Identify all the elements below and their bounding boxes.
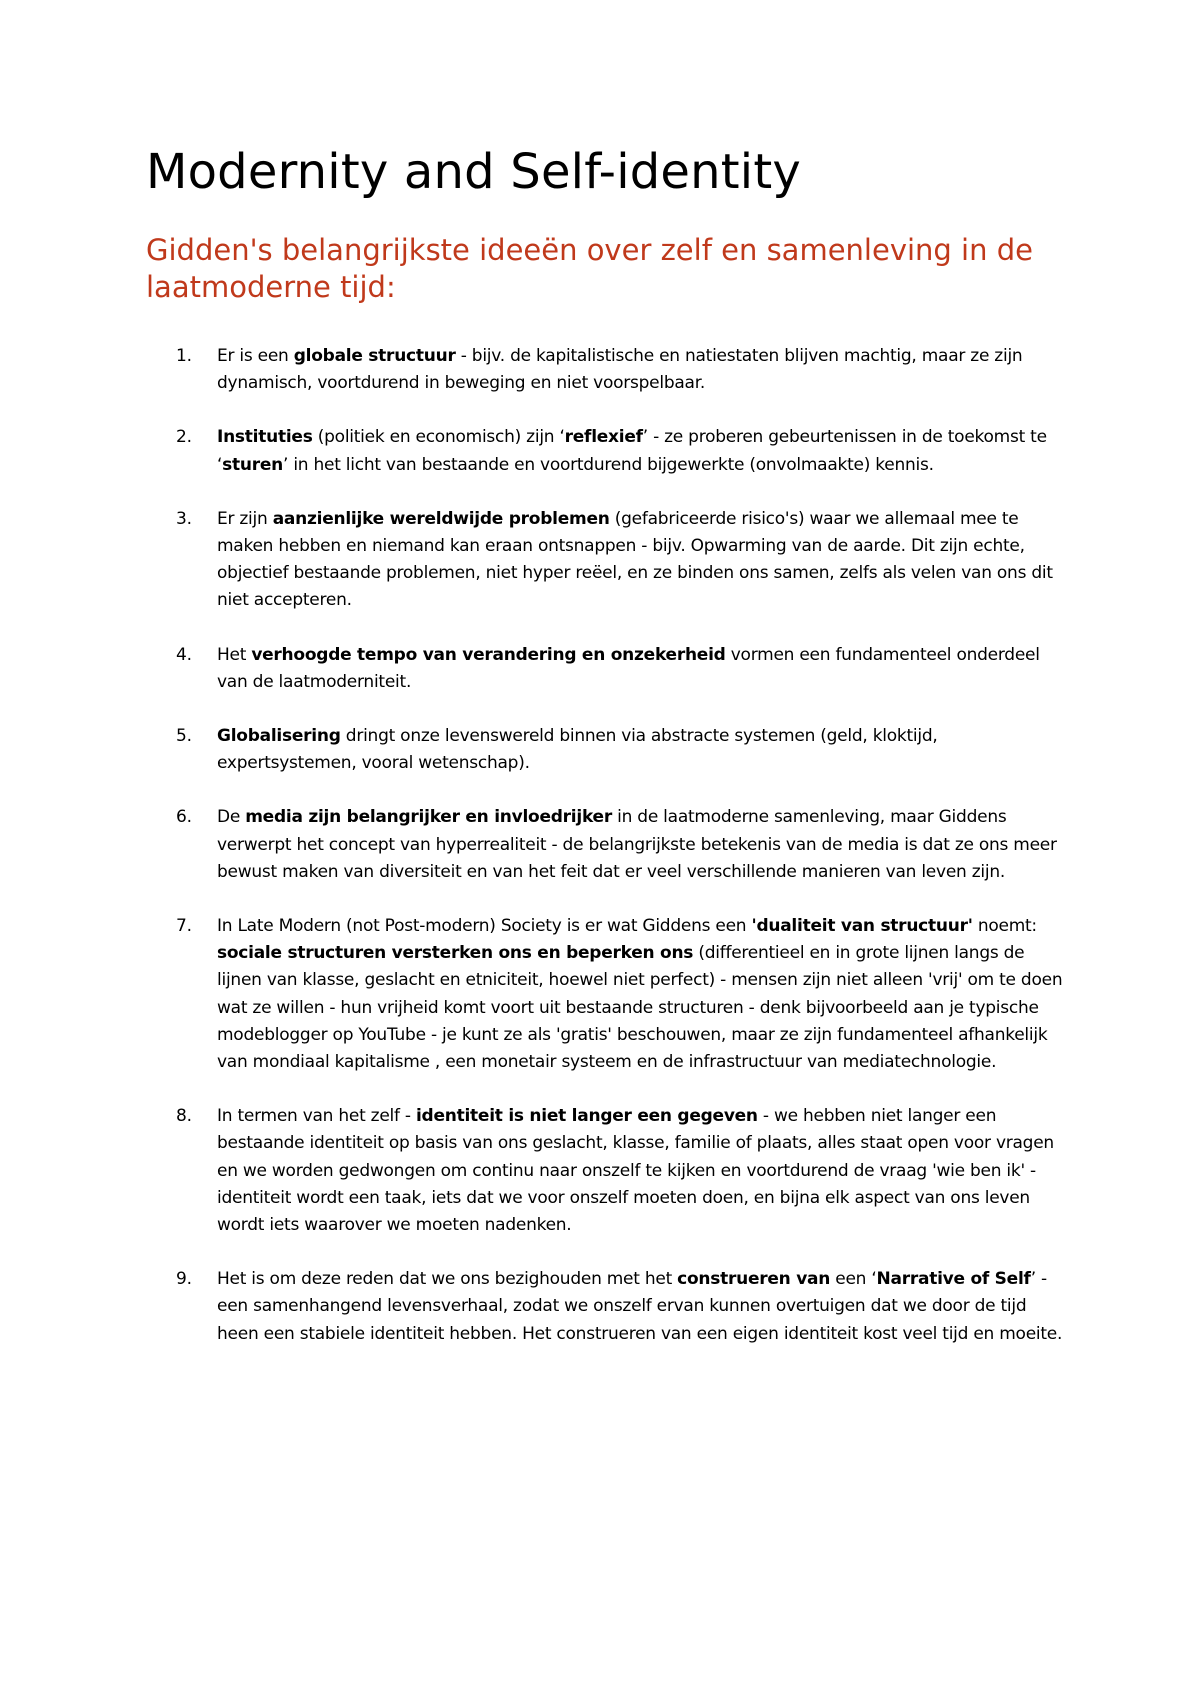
- bold-phrase: verhoogde tempo van verandering en onzekerheid: [251, 644, 726, 665]
- list-item-text: [217, 424, 1066, 478]
- text-run: ’ - een samenhangend levensverhaal, zodat we onszelf ervan kunnen overtuigen dat we door de tijd heen een stabiele identiteit hebben. Het construeren van een eigen identiteit kost veel tijd en moeite.: [217, 1269, 1063, 1344]
- list-item-text: [217, 1103, 1066, 1239]
- list-item-number: 6.: [176, 807, 192, 828]
- list-item-number: 8.: [176, 1106, 192, 1127]
- list-item-text: [217, 804, 1066, 886]
- document-title: Modernity and Self-identity: [146, 144, 801, 200]
- list-item: [146, 343, 1066, 397]
- list-item: [146, 1103, 1066, 1239]
- bold-phrase: sturen: [222, 454, 284, 475]
- text-run: - bijv. de kapitalistische en natiestaten blijven machtig, maar ze zijn dynamisch, voortdurend in beweging en niet voorspelbaar.: [217, 346, 1023, 394]
- list-item: [146, 804, 1066, 886]
- text-run: (differentieel en in grote lijnen langs de lijnen van klasse, geslacht en etniciteit, hoewel niet perfect) - mensen zijn niet alleen 'vrij' om te doen wat ze willen - hun vrijheid komt voort uit bestaande structuren - denk bijvoorbeeld aan je typische modeblogger op YouTube - je kunt ze als 'gratis' beschouwen, maar ze zijn fundamenteel afhankelijk van mondiaal kapitalisme , een monetair systeem en de infrastructuur van mediatechnologie.: [217, 943, 1063, 1073]
- bold-phrase: aanzienlijke wereldwijde problemen: [272, 508, 610, 529]
- list-item-text: [217, 723, 1066, 777]
- list-item-number: 5.: [176, 726, 192, 747]
- text-run: in de laatmoderne samenleving, maar Giddens verwerpt het concept van hyperrealiteit - de belangrijkste betekenis van de media is dat ze ons meer bewust maken van diversiteit en van het feit dat er veel verschillende manieren van leven zijn.: [217, 807, 1057, 882]
- text-run: Het: [217, 644, 252, 665]
- bold-phrase: reflexief: [564, 427, 643, 448]
- bold-phrase: identiteit is niet langer een gegeven: [415, 1106, 758, 1127]
- list-item: [146, 1266, 1066, 1348]
- text-run: vormen een fundamenteel onderdeel van de laatmoderniteit.: [217, 644, 1040, 692]
- bold-phrase: Narrative of Self: [876, 1269, 1031, 1290]
- text-run: Het is om deze reden dat we ons bezighouden met het: [217, 1269, 678, 1290]
- document-subtitle: Gidden's belangrijkste ideeën over zelf en samenleving in de laatmoderne tijd:: [146, 233, 1033, 304]
- list-item-number: 9.: [176, 1269, 192, 1290]
- text-run: In Late Modern (not Post-modern) Society is er wat Giddens een: [217, 916, 752, 937]
- list-item-text: [217, 1266, 1066, 1348]
- list-item-text: [217, 642, 1066, 696]
- list-item-number: 2.: [176, 427, 192, 448]
- bold-phrase: media zijn belangrijker en invloedrijker: [245, 807, 612, 828]
- text-run: noemt:: [972, 916, 1037, 937]
- list-item-number: 1.: [176, 346, 192, 366]
- bold-phrase: sociale structuren versterken ons en beperken ons: [217, 943, 694, 964]
- list-item-text: [217, 913, 1066, 1076]
- bold-phrase: Globalisering: [217, 726, 341, 747]
- list-item-text: [217, 506, 1066, 615]
- text-run: dringt onze levenswereld binnen via abstracte systemen (geld, kloktijd, expertsystemen, vooral wetenschap).: [217, 726, 938, 774]
- bold-phrase: globale structuur: [293, 346, 456, 366]
- list-item: [146, 642, 1066, 696]
- bold-phrase: 'dualiteit van structuur': [751, 916, 973, 937]
- text-run: Er is een: [217, 346, 294, 366]
- list-item: [146, 506, 1066, 615]
- list-item-number: 3.: [176, 508, 192, 529]
- bold-phrase: Instituties: [217, 427, 313, 448]
- text-run: (gefabriceerde risico's) waar we allemaal mee te maken hebben en niemand kan eraan ontsnappen - bijv. Opwarming van de aarde. Dit zijn echte, objectief bestaande problemen, niet hyper reëel, en ze binden ons samen, zelfs als velen van ons dit niet accepteren.: [217, 508, 1053, 611]
- text-run: (politiek en economisch) zijn ‘: [312, 427, 565, 448]
- list-item: [146, 913, 1066, 1076]
- text-run: - we hebben niet langer een bestaande identiteit op basis van ons geslacht, klasse, familie of plaats, alles staat open voor vragen en we worden gedwongen om continu naar onszelf te kijken en voortdurend de vraag 'wie ben ik' - identiteit wordt een taak, iets dat we voor onszelf moeten doen, en bijna elk aspect van ons leven wordt iets waarover we moeten nadenken.: [217, 1106, 1054, 1236]
- text-run: De: [217, 807, 246, 828]
- list-item: [146, 723, 1066, 777]
- bold-phrase: construeren van: [677, 1269, 831, 1290]
- text-run: Er zijn: [217, 508, 273, 529]
- text-run: een ‘: [830, 1269, 877, 1290]
- text-run: In termen van het zelf -: [217, 1106, 416, 1127]
- list-item-number: 7.: [176, 916, 192, 937]
- list-item-text: [217, 343, 1066, 397]
- text-run: ’ in het licht van bestaande en voortdurend bijgewerkte (onvolmaakte) kennis.: [283, 454, 934, 475]
- list-item: [146, 424, 1066, 478]
- list-item-number: 4.: [176, 644, 192, 665]
- numbered-list: [146, 343, 1066, 1375]
- text-run: ’ - ze proberen gebeurtenissen in de toekomst te ‘: [217, 427, 1047, 475]
